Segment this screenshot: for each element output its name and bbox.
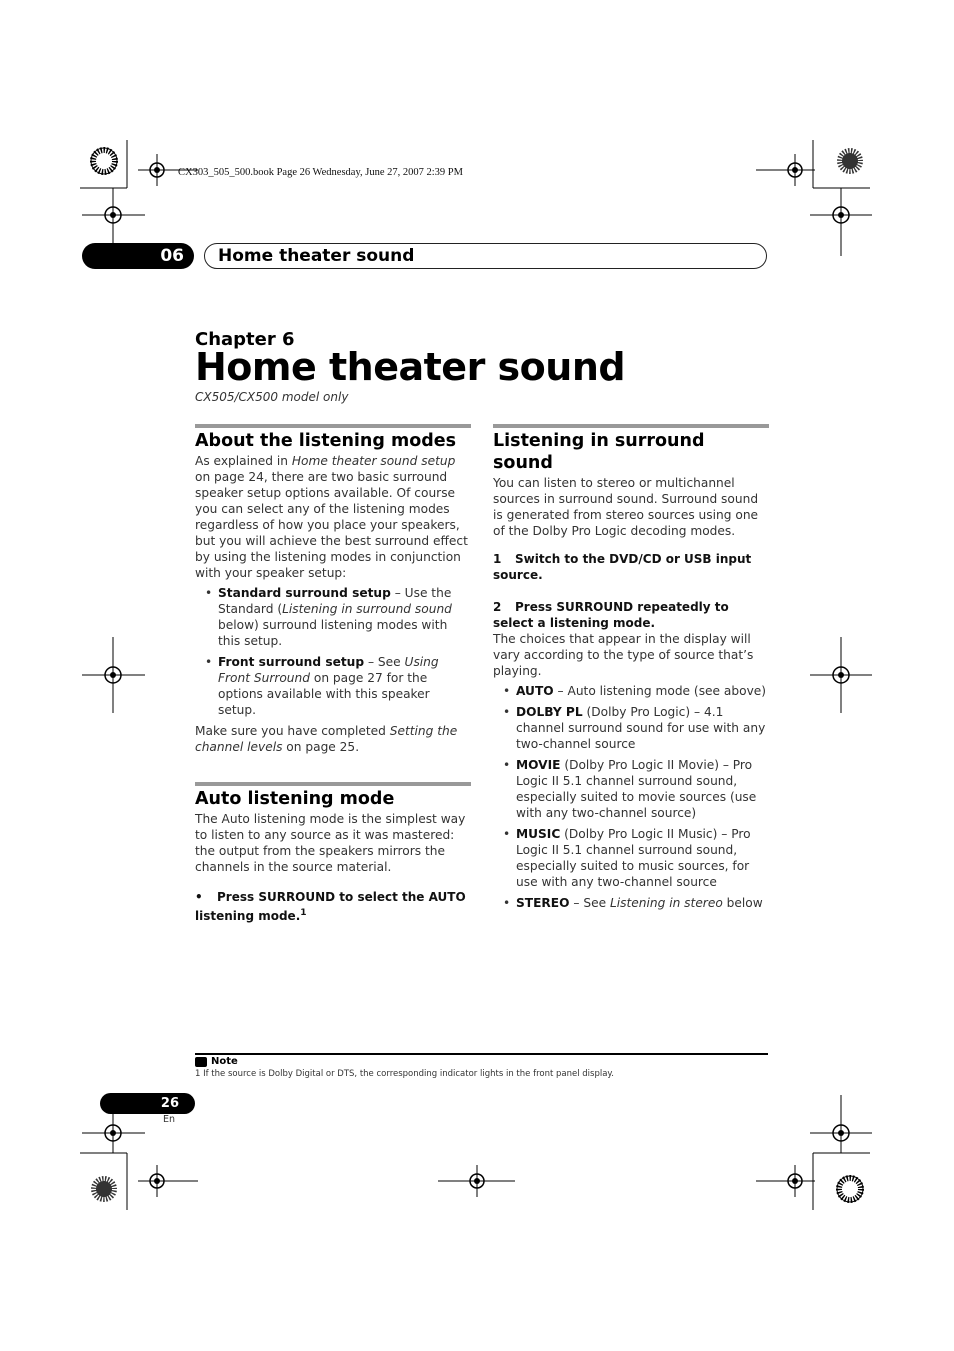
surround-modes-list	[493, 683, 769, 911]
auto-mode-step: • Press SURROUND to select the AUTO listening mode.$^1$	[195, 890, 466, 923]
section-heading-surround: Listening in surround sound	[493, 424, 769, 474]
step-2: 2 Press SURROUND repeatedly to select a listening mode.	[493, 600, 729, 630]
list-item: • MOVIE (Dolby Pro Logic II Movie) – Pro Logic II 5.1 channel surround sound, especially suited to movie sources (use with any two-channel source)	[503, 758, 757, 820]
print-info-line: CX303_505_500.book Page 26 Wednesday, June 27, 2007 2:39 PM	[178, 167, 463, 178]
channel-levels-reminder: Make sure you have completed Setting the channel levels on page 25.	[195, 724, 458, 754]
chapter-title: Home theater sound	[195, 345, 626, 389]
model-note: CX505/CX500 model only	[195, 390, 349, 404]
step-1: 1 Switch to the DVD/CD or USB input source.	[493, 552, 752, 582]
header-title: Home theater sound	[204, 243, 767, 269]
right-column	[493, 424, 769, 916]
list-item: • MUSIC (Dolby Pro Logic II Music) – Pro Logic II 5.1 channel surround sound, especially suited to music sources, for use with any two-channel source	[503, 827, 751, 889]
list-item: • STEREO – See Listening in stereo below	[503, 896, 763, 910]
surround-intro: You can listen to stereo or multichannel sources in surround sound. Surround sound is generated from stereo sources using one of the Dolby Pro Logic decoding modes.	[493, 476, 759, 538]
speaker-setup-list	[195, 585, 471, 718]
list-item: • DOLBY PL (Dolby Pro Logic) – 4.1 channel surround sound for use with any two-channel source	[503, 705, 766, 751]
section-heading-listening-modes: About the listening modes	[195, 424, 471, 452]
section-heading-auto-mode: Auto listening mode	[195, 782, 471, 810]
page-language: En	[163, 1114, 176, 1125]
chapter-number-tab: 06	[82, 243, 194, 269]
list-item: • Standard surround setup – Use the Standard (Listening in surround sound below) surround listening modes with this setup.	[205, 586, 452, 648]
listening-modes-intro: As explained in Home theater sound setup on page 24, there are two basic surround speaker setup options available. Of course you can select any of the listening modes regardless of how you place your speakers, but you will achieve the best surround effect by using the listening modes in conjunction with your speaker setup:	[195, 454, 468, 580]
list-item: • Front surround setup – See Using Front Surround on page 27 for the options available with this speaker setup.	[205, 655, 439, 717]
page-number: 26	[100, 1093, 195, 1114]
footnote-text: 1 If the source is Dolby Digital or DTS, the corresponding indicator lights in the front panel display.	[195, 1069, 614, 1079]
auto-mode-description: The Auto listening mode is the simplest way to listen to any source as it was mastered: the output from the speakers mirrors the channels in the source material.	[195, 812, 466, 874]
choices-description: The choices that appear in the display will vary according to the type of source that’s playing.	[493, 632, 754, 678]
note-pen-icon	[195, 1057, 207, 1067]
left-column	[195, 424, 471, 928]
footnote-ref: 1	[300, 908, 307, 918]
note-divider	[195, 1053, 768, 1055]
list-item: • AUTO – Auto listening mode (see above)	[503, 684, 767, 698]
note-label: Note	[211, 1056, 238, 1067]
chapter-label: Chapter 6	[195, 329, 295, 350]
